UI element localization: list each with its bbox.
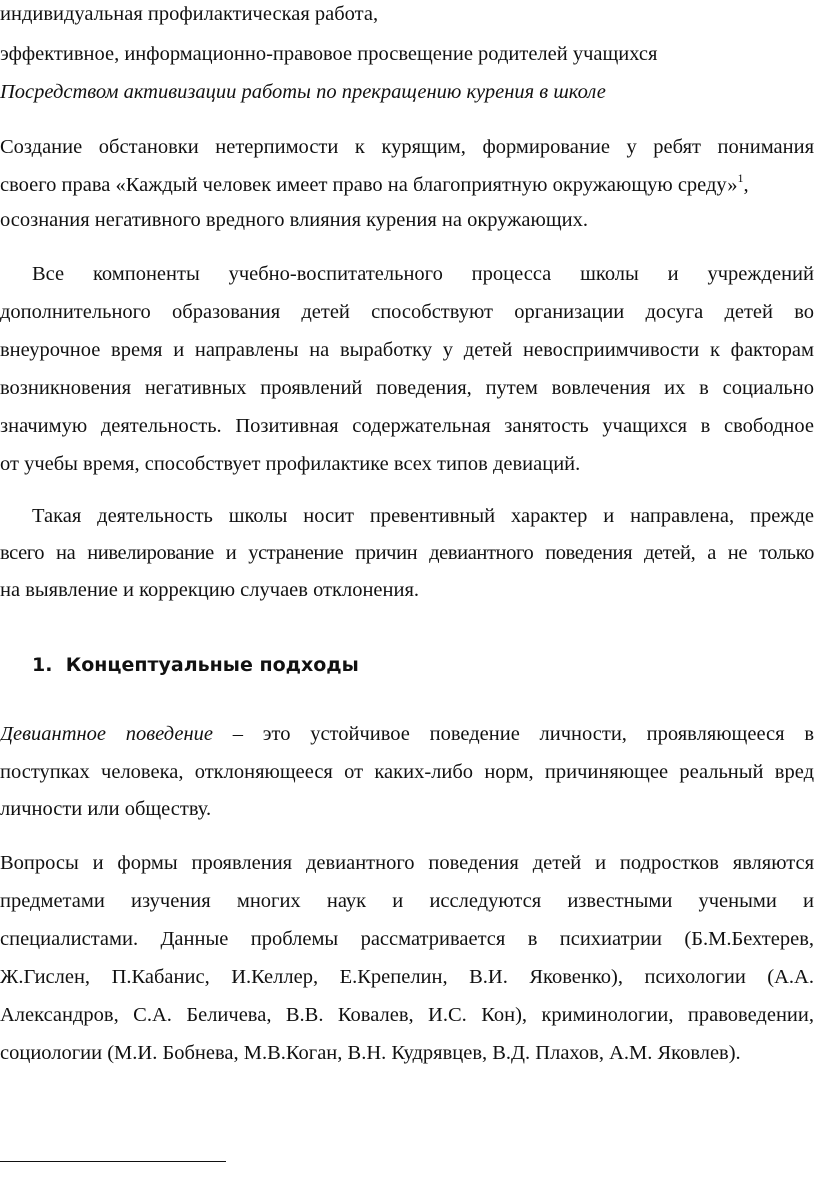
definition-text: – это устойчивое поведение личности, проявляющееся в <box>232 723 814 745</box>
section-number: 1. <box>32 654 53 676</box>
footnote-separator <box>0 1161 226 1162</box>
paragraph-4-line-3: личности или обществу. <box>0 798 212 820</box>
paragraph-1-line-2 <box>0 171 814 196</box>
paragraph-2-line-3: внеурочное время и направлены на выработку у детей невосприимчивости к факторам <box>0 339 814 361</box>
section-title: Концептуальные подходы <box>65 654 359 676</box>
paragraph-2-line-6: от учебы время, способствует профилактике всех типов девиаций. <box>0 453 581 475</box>
intro-line-1: индивидуальная профилактическая работа, <box>0 3 379 25</box>
intro-line-3: Посредством активизации работы по прекращению курения в школе <box>0 81 606 103</box>
paragraph-2-line-4: возникновения негативных проявлений поведения, путем вовлечения их в социально <box>0 377 814 399</box>
paragraph-4-line-1 <box>0 724 814 745</box>
term-deviant-behavior: Девиантное поведение <box>0 723 213 745</box>
paragraph-3-line-1: Такая деятельность школы носит превентивный характер и направлена, прежде <box>32 505 814 527</box>
paragraph-1-line-1: Создание обстановки нетерпимости к курящим, формирование у ребят понимания <box>0 136 814 158</box>
paragraph-2-line-1: Все компоненты учебно-воспитательного процесса школы и учреждений <box>32 263 814 285</box>
section-heading <box>32 654 359 676</box>
intro-line-2: эффективное, информационно-правовое просвещение родителей учащихся <box>0 43 658 65</box>
paragraph-5-line-5: Александров, С.А. Беличева, В.В. Ковалев, И.С. Кон), криминологии, правоведении, <box>0 1004 814 1026</box>
paragraph-2-line-2: дополнительного образования детей способствуют организации досуга детей во <box>0 301 814 323</box>
paragraph-3-line-3: на выявление и коррекцию случаев отклонения. <box>0 579 420 601</box>
paragraph-1-line-3: осознания негативного вредного влияния курения на окружающих. <box>0 209 588 231</box>
paragraph-5-line-4: Ж.Гислен, П.Кабанис, И.Келлер, Е.Крепелин, В.И. Яковенко), психологии (А.А. <box>0 966 814 988</box>
paragraph-5-line-2: предметами изучения многих наук и исследуются известными учеными и <box>0 890 814 912</box>
paragraph-5-line-1: Вопросы и формы проявления девиантного поведения детей и подростков являются <box>0 852 814 874</box>
paragraph-2-line-5: значимую деятельность. Позитивная содержательная занятость учащихся в свободное <box>0 415 814 437</box>
paragraph-4-line-2: поступках человека, отклоняющееся от каких-либо норм, причиняющее реальный вред <box>0 761 814 783</box>
paragraph-5-line-3: специалистами. Данные проблемы рассматривается в психиатрии (Б.М.Бехтерев, <box>0 928 814 950</box>
footnote-ref: 1 <box>737 171 744 185</box>
paragraph-5-line-6: социологии (М.И. Бобнева, М.В.Коган, В.Н. Кудрявцев, В.Д. Плахов, А.М. Яковлев). <box>0 1042 741 1064</box>
paragraph-1-line-2-text: своего права «Каждый человек имеет право на благоприятную окружающую среду» <box>0 174 738 196</box>
paragraph-1-line-2-comma: , <box>743 174 749 196</box>
paragraph-3-line-2: всего на нивелирование и устранение причин девиантного поведения детей, а не только <box>0 542 814 564</box>
